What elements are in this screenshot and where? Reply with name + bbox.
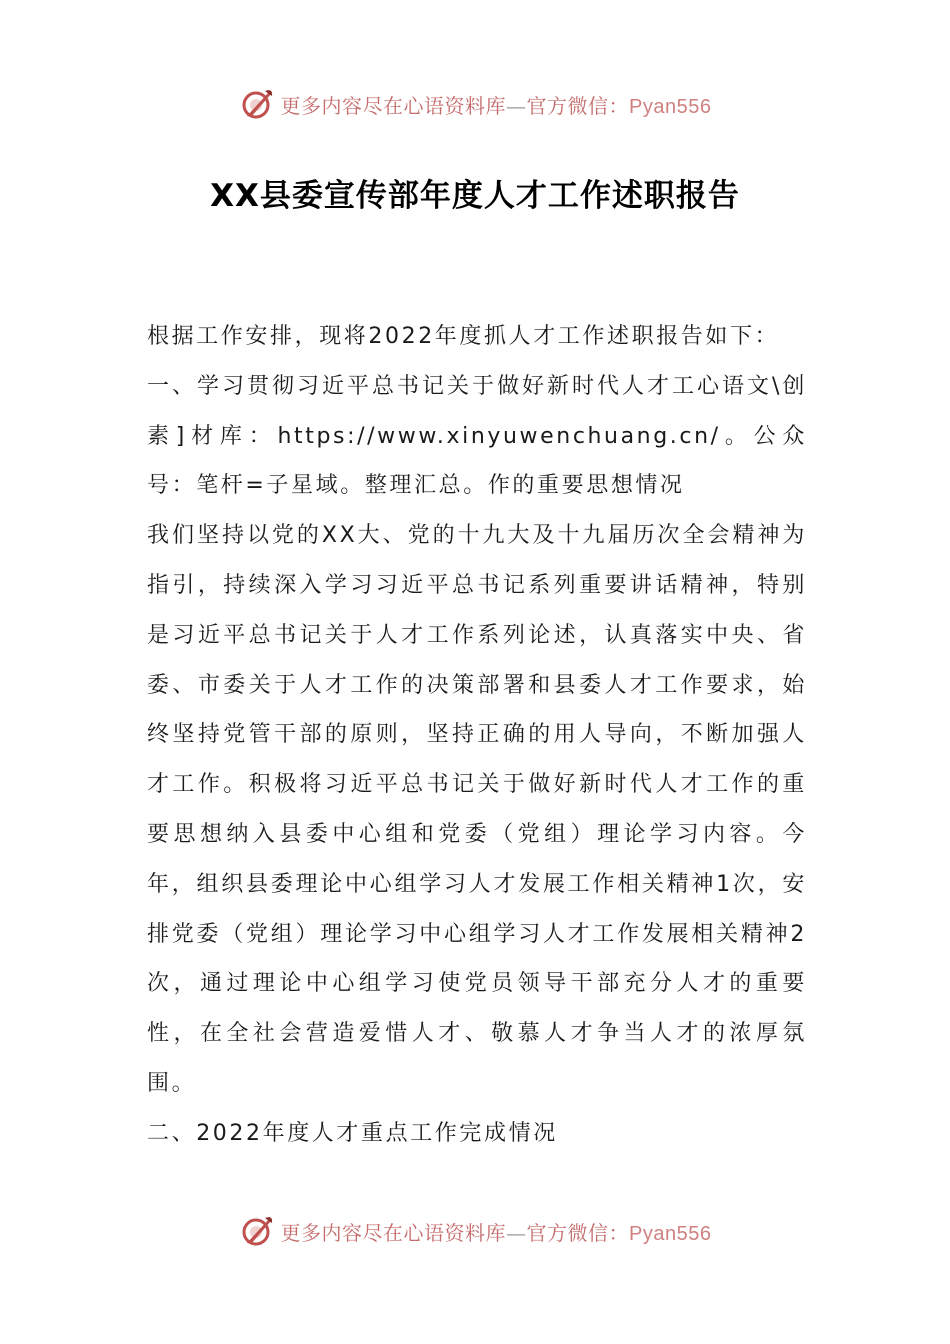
header-banner-wechat-id: Pyan556 — [629, 95, 712, 118]
footer-banner — [0, 1211, 950, 1251]
header-banner-wechat-label: 官方微信： — [526, 93, 630, 118]
footer-banner-title: 更多内容尽在心语资料库 — [280, 1220, 507, 1245]
footer-banner-text — [281, 1217, 712, 1246]
quill-pen-logo-icon — [239, 86, 275, 122]
paragraph-section-two-heading: 二、2022年度人才重点工作完成情况 — [147, 1120, 558, 1146]
quill-pen-logo-icon — [239, 1213, 275, 1249]
footer-banner-wechat-label: 官方微信： — [526, 1220, 630, 1245]
header-banner-title: 更多内容尽在心语资料库 — [280, 93, 507, 118]
header-banner-content — [239, 86, 712, 122]
paragraph-intro: 根据工作安排，现将2022年度抓人才工作述职报告如下： — [147, 324, 780, 349]
footer-banner-wechat-id: Pyan556 — [629, 1222, 712, 1245]
footer-banner-separator: — — [506, 1220, 527, 1245]
header-banner-separator: — — [506, 93, 527, 118]
footer-banner-content — [239, 1213, 712, 1249]
document-body — [147, 312, 807, 1159]
header-banner-text — [281, 90, 712, 119]
paragraph-section-one-body: 我们坚持以党的XX大、党的十九大及十九届历次全会精神为指引，持续深入学习习近平总书记系列重要讲话精神，特别是习近平总书记关于人才工作系列论述，认真落实中央、省委、市委关于人才工作的决策部署和县委人才工作要求，始终坚持党管干部的原则，坚持正确的用人导向，不断加强人才工作。积极将习近平总书记关于做好新时代人才工作的重要思想纳入县委中心组和党委（党组）理论学习内容。今年，组织县委理论中心组学习人才发展工作相关精神1次，安排党委（党组）理论学习中心组学习人才工作发展相关精神2次，通过理论中心组学习使党员领导干部充分人才的重要性，在全社会营造爱惜人才、敬慕人才争当人才的浓厚氛围。 — [147, 523, 807, 1096]
header-banner — [0, 84, 950, 124]
paragraph-section-one-heading: 一、学习贯彻习近平总书记关于做好新时代人才工心语文\创素]材库：https://www.xinyuwenchuang.cn/。公众号：笔杆=子星域。整理汇总。作的重要思想情况 — [147, 373, 807, 499]
document-title: XX县委宣传部年度人才工作述职报告 — [210, 178, 740, 214]
